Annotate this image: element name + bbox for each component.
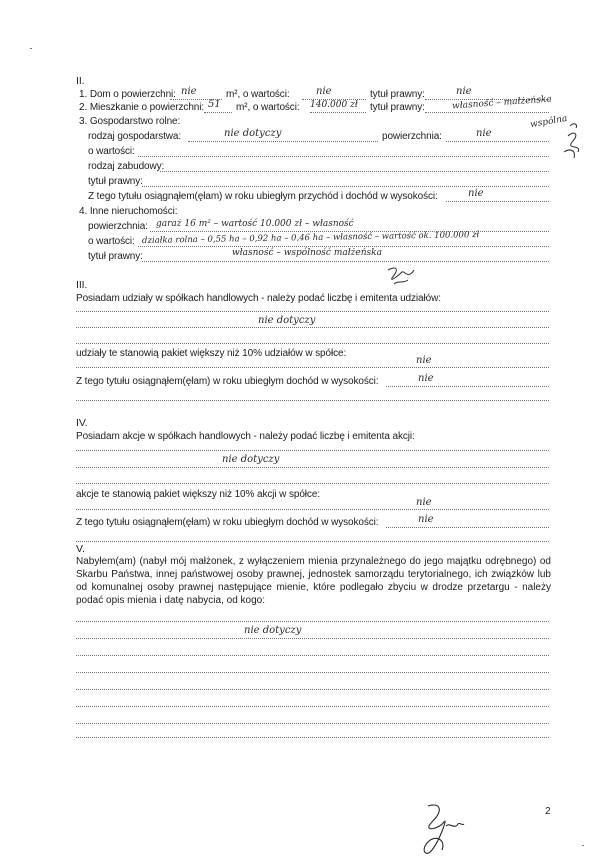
flat-title-value-continued: wspólna (529, 113, 569, 131)
stocks-label: Posiadam akcje w spółkach handlowych - należy podać liczbę i emitenta akcji: (76, 431, 415, 442)
dotted-line (188, 141, 378, 142)
section-2-heading: II. (76, 75, 85, 87)
other-title-label: tytuł prawny: (88, 251, 143, 262)
dotted-line (204, 112, 232, 113)
dotted-line (386, 527, 549, 528)
section-3-initials (384, 262, 424, 288)
shares-10pct-value: nie (416, 355, 432, 366)
shares-label: Posiadam udziały w spółkach handlowych - należy podać liczbę i emitenta udziałów: (76, 293, 441, 304)
dotted-line (76, 343, 549, 344)
dotted-line (76, 689, 549, 690)
farm-buildings-label: rodzaj zabudowy: (88, 161, 165, 172)
acquired-property-value: nie dotyczy (244, 625, 302, 636)
dotted-line (76, 541, 549, 542)
dotted-line (76, 509, 549, 510)
house-area-value: nie (181, 86, 197, 97)
other-area-label: powierzchnia: (88, 221, 148, 232)
other-area-value: garaż 16 m² – wartość 10.000 zł – własność (156, 219, 354, 229)
section-5-heading: V. (76, 543, 85, 555)
house-title-label: tytuł prawny: (370, 89, 425, 100)
dotted-line (76, 621, 549, 622)
dotted-line (160, 171, 549, 172)
dotted-line (386, 386, 549, 387)
flat-title-value: własność – małżeńska (451, 94, 553, 112)
stocks-income-label: Z tego tytułu osiągnąłem(ęłam) w roku ubiegłym dochód w wysokości: (76, 517, 379, 528)
stocks-10pct-label: akcje te stanowią pakiet większy niż 10% akcji w spółce: (76, 489, 320, 500)
bottom-signature (410, 800, 470, 862)
section-4-heading: IV. (76, 417, 88, 429)
dotted-line (76, 483, 549, 484)
farm-label: 3. Gospodarstwo rolne: (79, 116, 181, 127)
dotted-line (138, 156, 549, 157)
dotted-line (310, 112, 366, 113)
shares-value: nie dotyczy (258, 315, 316, 326)
other-property-label: 4. Inne nieruchomości: (79, 206, 178, 217)
farm-area-label: powierzchnia: (382, 131, 442, 142)
flat-area-label: 2. Mieszkanie o powierzchni: (79, 102, 205, 113)
flat-area-value: 51 (208, 99, 221, 110)
dotted-line (142, 186, 549, 187)
page-number: 2 (545, 806, 551, 817)
dotted-line (76, 311, 549, 312)
dotted-line (76, 655, 549, 656)
farm-type-value: nie dotyczy (224, 128, 282, 139)
shares-income-label: Z tego tytułu osiągnąłem(ęłam) w roku ubiegłym dochód w wysokości: (76, 376, 379, 387)
dotted-line (76, 450, 549, 451)
stocks-10pct-value: nie (416, 497, 432, 508)
flat-title-label: tytuł prawny: (370, 102, 425, 113)
dotted-line (76, 723, 549, 724)
scan-speck (30, 48, 32, 49)
farm-value-label: o wartości: (88, 146, 135, 157)
other-value-value: działka rolna – 0,55 ha – 0,92 ha – 0,46 ha – własność – wartość ok. 100.000 zł (141, 230, 480, 246)
dotted-line (76, 672, 549, 673)
farm-title-label: tytuł prawny: (88, 176, 143, 187)
section-3-heading: III. (76, 279, 88, 291)
house-value-value: nie (316, 86, 332, 97)
dotted-line (76, 467, 549, 468)
stocks-income-value: nie (418, 514, 434, 525)
dotted-line (76, 400, 549, 401)
dotted-line (446, 141, 549, 142)
dotted-line (76, 638, 549, 639)
acquired-property-paragraph: Nabyłem(am) (nabył mój małżonek, z wyłączeniem mienia przynależnego do jego majątku odrębnego) od Skarbu Państwa, innej państwowej osoby prawnej, jednostek samorządu terytorialnego, ich związków lub od komunalnej osoby prawnej następujące mienie, które podlegało zbyciu w drodze przetargu - należy podać opis mienia i datę nabycia, od kogo: (76, 556, 551, 606)
dotted-line (76, 327, 549, 328)
margin-initials (556, 92, 592, 172)
farm-area-value: nie (476, 128, 492, 139)
farm-type-label: rodzaj gospodarstwa: (88, 131, 182, 142)
dotted-line (425, 112, 549, 113)
other-title-value: własność – wspólność małżeńska (232, 248, 382, 258)
shares-10pct-label: udziały te stanowią pakiet większy niż 10% udziałów w spółce: (76, 348, 347, 359)
dotted-line (76, 737, 549, 738)
farm-income-label: Z tego tytułu osiągnąłem(ęłam) w roku ubiegłym przychód i dochód w wysokości: (88, 191, 438, 202)
house-value-label: m², o wartości: (226, 89, 290, 100)
flat-value-value: 140.000 zł (310, 100, 358, 110)
stocks-value: nie dotyczy (222, 454, 280, 465)
farm-income-value: nie (468, 188, 484, 199)
shares-income-value: nie (418, 373, 434, 384)
dotted-line (446, 201, 549, 202)
house-area-label: 1. Dom o powierzchni: (79, 89, 176, 100)
dotted-line (142, 261, 549, 262)
scan-speck (582, 845, 584, 846)
house-title-value: nie (456, 86, 472, 97)
dotted-line (76, 706, 549, 707)
dotted-line (76, 367, 549, 368)
flat-value-label: m², o wartości: (236, 102, 300, 113)
other-value-label: o wartości: (88, 236, 135, 247)
